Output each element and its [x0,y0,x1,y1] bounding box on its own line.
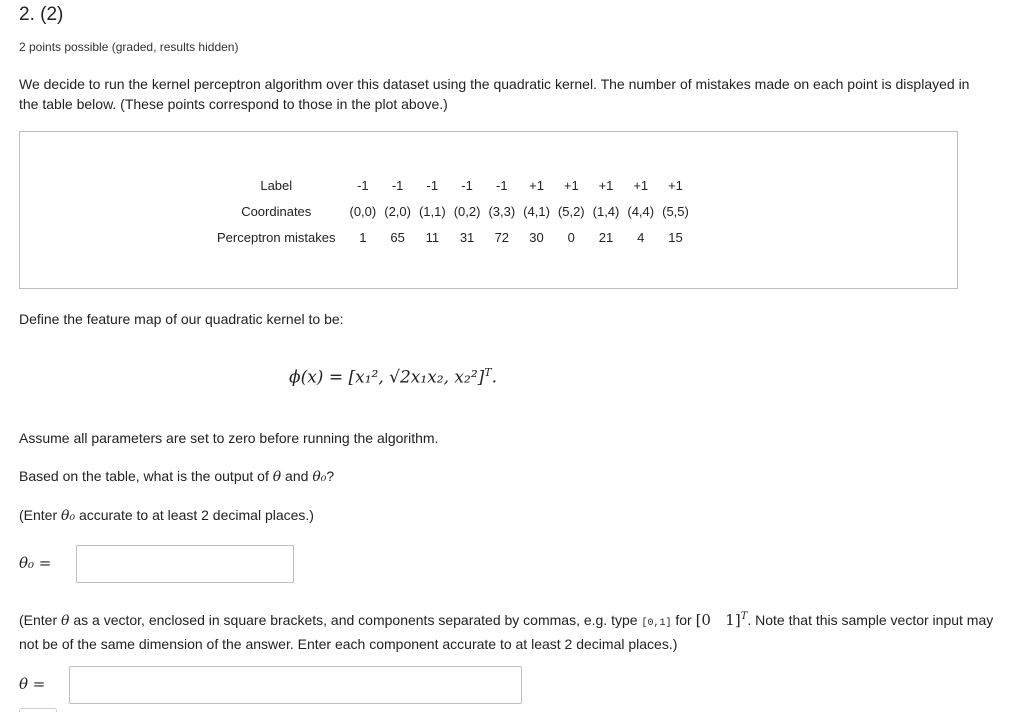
question-prefix: Based on the table, what is the output of [19,468,273,484]
theta0-instr-symbol: θ₀ [61,508,76,524]
formula-transpose: T [484,366,492,379]
points-info: 2 points possible (graded, results hidden) [19,40,239,54]
mistake-cell: 4 [637,229,645,245]
question-suffix: ? [326,468,335,484]
formula-lhs: ϕ(x) = [289,367,349,388]
theta-label: θ = [19,675,46,693]
mistake-cell: 15 [668,229,683,245]
theta0-label: θ₀ = [19,554,52,572]
mistake-cell: 11 [425,229,440,245]
theta-symbol: θ [272,469,282,485]
theta-input[interactable] [69,666,522,704]
label-cell: +1 [633,177,649,193]
label-cell: -1 [461,177,473,193]
sample-code: [0,1] [641,618,672,629]
mistakes-row [213,224,693,250]
row-header-mistakes: Perceptron mistakes [217,229,336,245]
theta0-symbol: θ₀ [312,469,327,485]
submit-button-partial[interactable] [19,708,57,712]
sample-vector-body: [0 1] [695,611,741,629]
theta0-instr-suffix: accurate to at least 2 decimal places.) [75,507,314,523]
coordinate-cell: (5,5) [662,203,689,219]
coordinate-cell: (4,1) [523,203,550,219]
question-middle: and [281,468,313,484]
coordinate-cell: (1,1) [418,203,446,219]
theta-instr-prefix: (Enter [19,612,62,628]
label-cell: +1 [563,177,579,193]
mistake-cell: 1 [359,229,367,245]
feature-map-intro: Define the feature map of our quadratic kernel to be: [19,311,344,327]
label-cell: +1 [668,177,683,193]
mistake-cell: 31 [459,229,475,245]
formula-end: . [491,367,498,388]
label-cell: -1 [496,177,508,193]
theta-instr-text1: as a vector, enclosed in square brackets, and components separated by commas, e.g. type [69,612,642,628]
mistake-cell: 0 [567,229,575,245]
problem-intro: We decide to run the kernel perceptron algorithm over this dataset using the quadratic kernel. The number of mistakes made on each point is displayed in the table below. (These points correspond to those in the plot above.) [19,76,970,112]
label-cell: -1 [426,177,439,193]
sample-vector-transpose: T [740,611,748,622]
label-cell: -1 [391,177,404,193]
theta0-input[interactable] [76,545,294,583]
row-header-label: Label [260,177,293,193]
row-header-coordinates: Coordinates [241,203,312,219]
label-cell: -1 [357,177,369,193]
label-cell: +1 [598,177,614,193]
theta0-instr-prefix: (Enter [19,507,62,523]
coordinate-cell: (0,0) [349,203,377,219]
assumption-text: Assume all parameters are set to zero before running the algorithm. [19,430,439,446]
mistake-cell: 65 [390,229,405,245]
coordinate-cell: (5,2) [557,203,585,219]
formula-body: [x₁², √2x₁x₂, x₂²] [348,367,485,388]
coordinates-row [213,198,693,224]
sample-vector [696,611,748,629]
coordinate-cell: (0,2) [453,203,481,219]
feature-map-formula [289,366,497,388]
mistake-cell: 72 [494,229,510,245]
question-text [19,468,334,485]
theta-instr-text3: . Note that this sample vector input may not be of the same dimension of the answer. Enter each component accurate to at least 2 decimal places.) [19,612,994,652]
theta-instr-text2: for [671,612,696,628]
label-cell: +1 [529,177,544,193]
coordinate-cell: (3,3) [488,203,516,219]
coordinate-cell: (4,4) [627,203,655,219]
coordinate-cell: (2,0) [384,203,411,219]
coordinate-cell: (1,4) [592,203,620,219]
theta-instr-symbol: θ [61,613,70,629]
theta-instructions [19,606,999,655]
mistake-cell: 21 [598,229,614,245]
mistakes-table-box [19,131,958,289]
theta0-instructions [19,507,314,524]
label-row [213,172,693,198]
mistake-cell: 30 [529,229,544,245]
problem-title: 2. (2) [19,4,64,25]
mistakes-table [213,172,693,250]
